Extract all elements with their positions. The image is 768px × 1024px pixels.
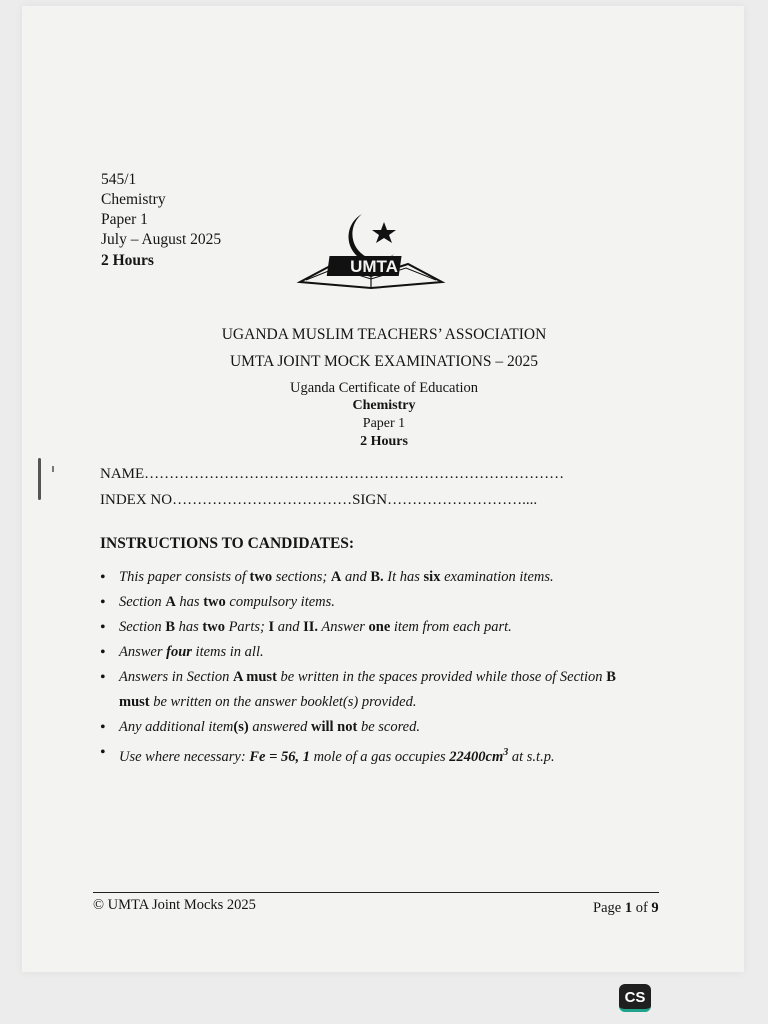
margin-pen-mark [38, 458, 41, 500]
index-label: INDEX NO [100, 492, 173, 508]
instructions-heading: INSTRUCTIONS TO CANDIDATES: [100, 535, 355, 552]
instruction-item: • Any additional item(s) answered will not be scored. [100, 715, 660, 740]
sign-dots: ……………………….... [387, 492, 538, 508]
instruction-item: • Answers in Section A must be written in the spaces provided while those of Section B must be written on the answer booklet(s) provided. [100, 665, 660, 715]
index-dots: ……………………………… [172, 492, 353, 508]
certificate-title: Uganda Certificate of Education [289, 380, 479, 396]
exam-page [22, 6, 744, 972]
footer-page-number: Page 1 of 9 [593, 900, 659, 916]
instruction-item: • Answer four items in all. [100, 640, 660, 665]
index-sign-field[interactable] [100, 492, 537, 509]
header-subject: Chemistry [101, 191, 166, 208]
footer-copyright: © UMTA Joint Mocks 2025 [93, 897, 256, 913]
association-title: UGANDA MUSLIM TEACHERS’ ASSOCIATION [221, 326, 547, 343]
camscanner-badge-icon: CS [619, 984, 651, 1012]
name-label: NAME [100, 466, 145, 482]
footer-rule [93, 892, 659, 893]
instruction-item: • Section B has two Parts; I and II. Answer one item from each part. [100, 615, 660, 640]
instructions-list [100, 565, 660, 770]
header-paper: Paper 1 [101, 211, 148, 228]
logo-text: UMTA [350, 257, 398, 276]
sign-label: SIGN [352, 492, 388, 508]
paper-code: 545/1 [101, 171, 137, 188]
name-dots: ………………………………………………………………………… [144, 466, 565, 482]
duration-title: 2 Hours [360, 434, 408, 449]
instruction-item: • Section A has two compulsory items. [100, 590, 660, 615]
paper-title: Paper 1 [362, 416, 406, 431]
header-period: July – August 2025 [101, 231, 222, 248]
subject-title: Chemistry [352, 398, 416, 413]
instruction-item: • This paper consists of two sections; A and B. It has six examination items. [100, 565, 660, 590]
exam-title: UMTA JOINT MOCK EXAMINATIONS – 2025 [229, 353, 539, 370]
umta-logo [296, 210, 446, 290]
instruction-item: • Use where necessary: Fe = 56, 1 mole of a gas occupies $22400cm^3$ at s.t.p. [100, 740, 660, 770]
margin-pen-mark-small [52, 466, 54, 472]
header-duration: 2 Hours [101, 252, 154, 269]
name-field[interactable] [100, 466, 564, 483]
